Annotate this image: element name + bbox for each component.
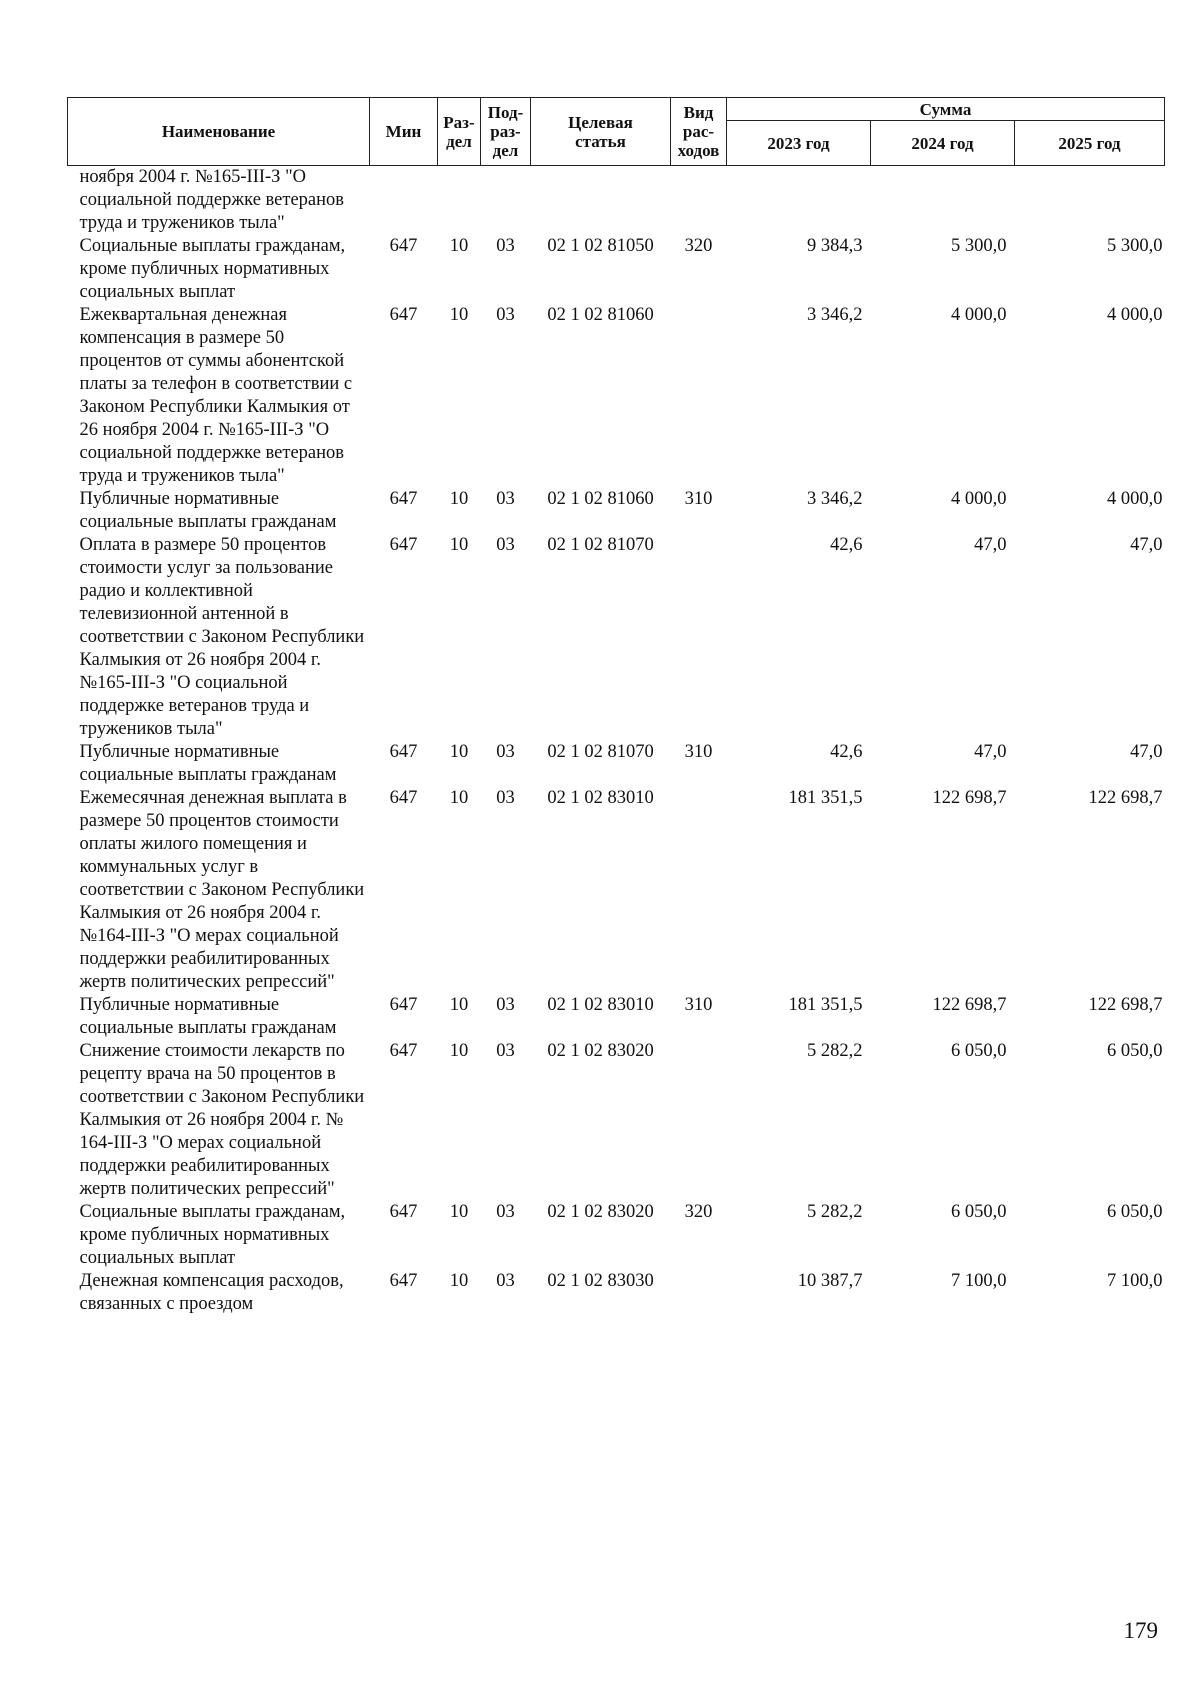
header-min: Мин xyxy=(370,98,438,166)
cell-2023: 3 346,2 xyxy=(807,489,863,509)
header-2023: 2023 год xyxy=(727,121,871,166)
header-2025: 2025 год xyxy=(1015,121,1165,166)
table-row xyxy=(68,787,1165,994)
cell-vid: 320 xyxy=(684,1202,713,1222)
table-row xyxy=(68,1270,1165,1316)
cell-2023: 9 384,3 xyxy=(807,236,863,256)
cell-2024: 47,0 xyxy=(974,535,1007,555)
table-row xyxy=(68,1040,1165,1201)
header-name: Наименование xyxy=(68,98,370,166)
cell-2025: 122 698,7 xyxy=(1088,995,1163,1015)
cell-2025 xyxy=(1015,166,1165,236)
cell-2024: 4 000,0 xyxy=(951,305,1007,325)
cell-min: 647 xyxy=(389,236,418,256)
cell-razdel: 10 xyxy=(449,489,469,509)
cell-podrazdel: 03 xyxy=(496,305,515,325)
cell-name: ноября 2004 г. №165-III-З "О социальной поддержке ветеранов труда и тружеников тыла" xyxy=(79,167,345,233)
cell-min: 647 xyxy=(389,1271,418,1291)
cell-2023: 3 346,2 xyxy=(807,305,863,325)
cell-vid xyxy=(671,304,727,488)
cell-vid: 320 xyxy=(684,236,713,256)
cell-name: Публичные нормативные социальные выплаты гражданам xyxy=(79,995,337,1038)
cell-podrazdel: 03 xyxy=(496,236,515,256)
cell-2024: 47,0 xyxy=(974,742,1007,762)
cell-razdel: 10 xyxy=(449,1202,469,1222)
cell-celevaya: 02 1 02 81070 xyxy=(547,742,654,762)
cell-2024: 6 050,0 xyxy=(951,1202,1007,1222)
cell-2025: 6 050,0 xyxy=(1107,1041,1163,1061)
cell-2024: 7 100,0 xyxy=(951,1271,1007,1291)
cell-podrazdel: 03 xyxy=(496,1202,515,1222)
cell-razdel: 10 xyxy=(449,742,469,762)
cell-podrazdel xyxy=(481,166,531,236)
cell-name: Оплата в размере 50 процентов стоимости услуг за пользование радио и коллективной телевизионной антенной в соответствии с Законом Республики Калмыкия от 26 ноября 2004 г. №165-III-З "О социальной поддержке ветеранов труда и тружеников тыла" xyxy=(79,535,365,739)
header-summa: Сумма xyxy=(727,98,1165,121)
cell-celevaya: 02 1 02 81060 xyxy=(547,489,654,509)
table-row xyxy=(68,741,1165,787)
cell-2023 xyxy=(727,166,871,236)
header-podrazdel: Под- раз- дел xyxy=(481,98,531,166)
cell-vid xyxy=(671,534,727,741)
cell-celevaya: 02 1 02 83030 xyxy=(547,1271,654,1291)
cell-celevaya: 02 1 02 83010 xyxy=(547,995,654,1015)
table-row xyxy=(68,1201,1165,1270)
table-row xyxy=(68,488,1165,534)
cell-min: 647 xyxy=(389,535,418,555)
cell-2023: 5 282,2 xyxy=(807,1202,863,1222)
cell-razdel: 10 xyxy=(449,236,469,256)
cell-vid: 310 xyxy=(684,995,713,1015)
cell-podrazdel: 03 xyxy=(496,995,515,1015)
cell-celevaya: 02 1 02 81050 xyxy=(547,236,654,256)
table-row xyxy=(68,994,1165,1040)
budget-table xyxy=(67,97,1165,1316)
table-row xyxy=(68,304,1165,488)
cell-celevaya: 02 1 02 81060 xyxy=(547,305,654,325)
cell-celevaya xyxy=(531,166,671,236)
table-body xyxy=(68,166,1165,1317)
table-row xyxy=(68,235,1165,304)
cell-2023: 181 351,5 xyxy=(788,788,863,808)
header-celevaya: Целевая статья xyxy=(531,98,671,166)
cell-min: 647 xyxy=(389,995,418,1015)
cell-celevaya: 02 1 02 83020 xyxy=(547,1041,654,1061)
cell-name: Социальные выплаты гражданам, кроме публичных нормативных социальных выплат xyxy=(79,236,346,302)
cell-name: Снижение стоимости лекарств по рецепту врача на 50 процентов в соответствии с Законом Республики Калмыкия от 26 ноября 2004 г. № 164-III-З "О мерах социальной поддержки реабилитированных жертв политических репрессий" xyxy=(79,1041,365,1199)
cell-2025: 4 000,0 xyxy=(1107,305,1163,325)
cell-2025: 47,0 xyxy=(1130,535,1163,555)
cell-name: Социальные выплаты гражданам, кроме публичных нормативных социальных выплат xyxy=(79,1202,346,1268)
cell-name: Ежеквартальная денежная компенсация в размере 50 процентов от суммы абонентской платы за телефон в соответствии с Законом Республики Калмыкия от 26 ноября 2004 г. №165-III-З "О социальной поддержке ветеранов труда и тружеников тыла" xyxy=(79,305,353,486)
cell-podrazdel: 03 xyxy=(496,1271,515,1291)
cell-2025: 6 050,0 xyxy=(1107,1202,1163,1222)
cell-razdel xyxy=(438,166,481,236)
cell-celevaya: 02 1 02 83020 xyxy=(547,1202,654,1222)
cell-min: 647 xyxy=(389,305,418,325)
cell-razdel: 10 xyxy=(449,1271,469,1291)
table-header xyxy=(68,98,1165,166)
cell-2023: 42,6 xyxy=(830,742,863,762)
cell-2023: 42,6 xyxy=(830,535,863,555)
cell-name: Публичные нормативные социальные выплаты гражданам xyxy=(79,489,337,532)
cell-2023: 10 387,7 xyxy=(797,1271,863,1291)
cell-2023: 5 282,2 xyxy=(807,1041,863,1061)
cell-2024: 4 000,0 xyxy=(951,489,1007,509)
cell-min: 647 xyxy=(389,1202,418,1222)
cell-name: Денежная компенсация расходов, связанных с проездом xyxy=(79,1271,344,1314)
page-number: 179 xyxy=(1123,1618,1158,1643)
cell-2024: 6 050,0 xyxy=(951,1041,1007,1061)
cell-vid: 310 xyxy=(684,489,713,509)
header-2024: 2024 год xyxy=(871,121,1015,166)
cell-celevaya: 02 1 02 81070 xyxy=(547,535,654,555)
cell-podrazdel: 03 xyxy=(496,535,515,555)
cell-vid xyxy=(671,1270,727,1316)
cell-podrazdel: 03 xyxy=(496,788,515,808)
cell-min: 647 xyxy=(389,742,418,762)
cell-vid xyxy=(671,1040,727,1201)
cell-2025: 5 300,0 xyxy=(1107,236,1163,256)
cell-vid xyxy=(671,166,727,236)
cell-vid: 310 xyxy=(684,742,713,762)
cell-2024: 5 300,0 xyxy=(951,236,1007,256)
cell-2025: 122 698,7 xyxy=(1088,788,1163,808)
cell-min: 647 xyxy=(389,788,418,808)
cell-min: 647 xyxy=(389,1041,418,1061)
cell-2025: 47,0 xyxy=(1130,742,1163,762)
cell-razdel: 10 xyxy=(449,995,469,1015)
cell-razdel: 10 xyxy=(449,535,469,555)
cell-2024 xyxy=(871,166,1015,236)
cell-podrazdel: 03 xyxy=(496,742,515,762)
header-razdel: Раз- дел xyxy=(438,98,481,166)
cell-min xyxy=(370,166,438,236)
header-vid: Вид рас- ходов xyxy=(671,98,727,166)
cell-min: 647 xyxy=(389,489,418,509)
cell-2023: 181 351,5 xyxy=(788,995,863,1015)
cell-podrazdel: 03 xyxy=(496,489,515,509)
cell-celevaya: 02 1 02 83010 xyxy=(547,788,654,808)
cell-razdel: 10 xyxy=(449,305,469,325)
cell-razdel: 10 xyxy=(449,1041,469,1061)
cell-name: Публичные нормативные социальные выплаты гражданам xyxy=(79,742,337,785)
cell-razdel: 10 xyxy=(449,788,469,808)
table-row xyxy=(68,534,1165,741)
cell-podrazdel: 03 xyxy=(496,1041,515,1061)
cell-vid xyxy=(671,787,727,994)
cell-2024: 122 698,7 xyxy=(932,995,1007,1015)
cell-2025: 4 000,0 xyxy=(1107,489,1163,509)
cell-2024: 122 698,7 xyxy=(932,788,1007,808)
table-row xyxy=(68,166,1165,236)
cell-name: Ежемесячная денежная выплата в размере 50 процентов стоимости оплаты жилого помещения и коммунальных услуг в соответствии с Законом Республики Калмыкия от 26 ноября 2004 г. №164-III-З "О мерах социальной поддержки реабилитированных жертв политических репрессий" xyxy=(79,788,365,992)
cell-2025: 7 100,0 xyxy=(1107,1271,1163,1291)
